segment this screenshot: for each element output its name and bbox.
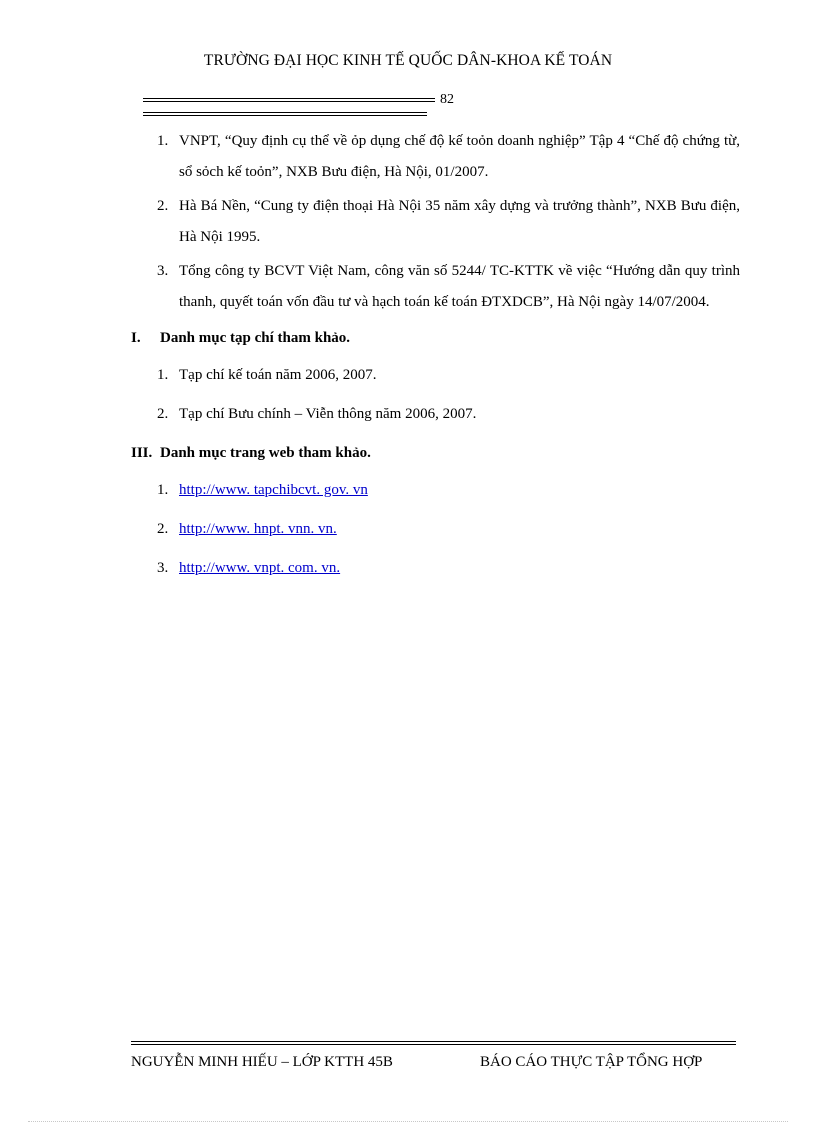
list-item-number: 3. (157, 560, 169, 576)
website-link[interactable]: http://www. tapchibcvt. gov. vn (179, 482, 368, 498)
document-body (131, 126, 740, 592)
list-item (131, 553, 740, 584)
page-header-title: TRƯỜNG ĐẠI HỌC KINH TẾ QUỐC DÂN-KHOA KẾ TOÁN (203, 52, 613, 69)
footer-author: NGUYỄN MINH HIẾU – LỚP KTTH 45B (131, 1054, 393, 1070)
list-item (131, 126, 740, 188)
header-rule-top (143, 98, 435, 102)
list-item (131, 191, 740, 253)
page-number-line (143, 92, 463, 122)
section-number: III. (131, 445, 153, 461)
website-link[interactable]: http://www. vnpt. com. vn. (179, 560, 341, 576)
list-item-text: Tạp chí kế toán năm 2006, 2007. (179, 367, 377, 383)
websites-section-heading (131, 438, 740, 469)
list-item-number: 1. (157, 482, 169, 498)
list-item-number: 1. (157, 367, 169, 383)
list-item-number: 1. (157, 133, 169, 149)
section-title: Danh mục trang web tham khảo. (160, 445, 371, 461)
list-item-text: Tổng công ty BCVT Việt Nam, công văn số 5244/ TC-KTTK về việc “Hướng dẫn quy trình thanh, quyết toán vốn đầu tư và hạch toán kế toán ĐTXDCB”, Hà Nội ngày 14/07/2004. (179, 263, 740, 310)
list-item (131, 399, 740, 430)
book-reference-list (131, 126, 740, 318)
footer-rule (131, 1041, 736, 1045)
website-link[interactable]: http://www. hnpt. vnn. vn. (179, 521, 337, 537)
list-item-text: Tạp chí Bưu chính – Viễn thông năm 2006, 2007. (179, 406, 477, 422)
list-item-text: Hà Bá Nền, “Cung ty điện thoại Hà Nội 35 năm xây dựng và trưởng thành”, NXB Bưu điện, Hà Nội 1995. (179, 198, 740, 245)
list-item (131, 256, 740, 318)
section-number: I. (131, 330, 141, 346)
list-item-number: 2. (157, 521, 169, 537)
journals-section-heading (131, 323, 740, 354)
list-item (131, 360, 740, 391)
list-item (131, 514, 740, 545)
footer-report-title: BÁO CÁO THỰC TẬP TỔNG HỢP (480, 1054, 703, 1070)
page-number: 82 (440, 92, 454, 107)
list-item-number: 3. (157, 263, 169, 279)
journal-list (131, 360, 740, 430)
list-item (131, 475, 740, 506)
list-item-number: 2. (157, 406, 169, 422)
website-list (131, 475, 740, 584)
page-bottom-divider (28, 1121, 788, 1122)
header-rule-bottom (143, 112, 427, 116)
section-title: Danh mục tạp chí tham khảo. (160, 330, 351, 346)
list-item-text: VNPT, “Quy định cụ thể về ỏp dụng chế độ kế toỏn doanh nghiệp” Tập 4 “Chế độ chứng từ, sổ sỏch kế toỏn”, NXB Bưu điện, Hà Nội, 01/2007. (179, 133, 740, 180)
list-item-number: 2. (157, 198, 169, 214)
